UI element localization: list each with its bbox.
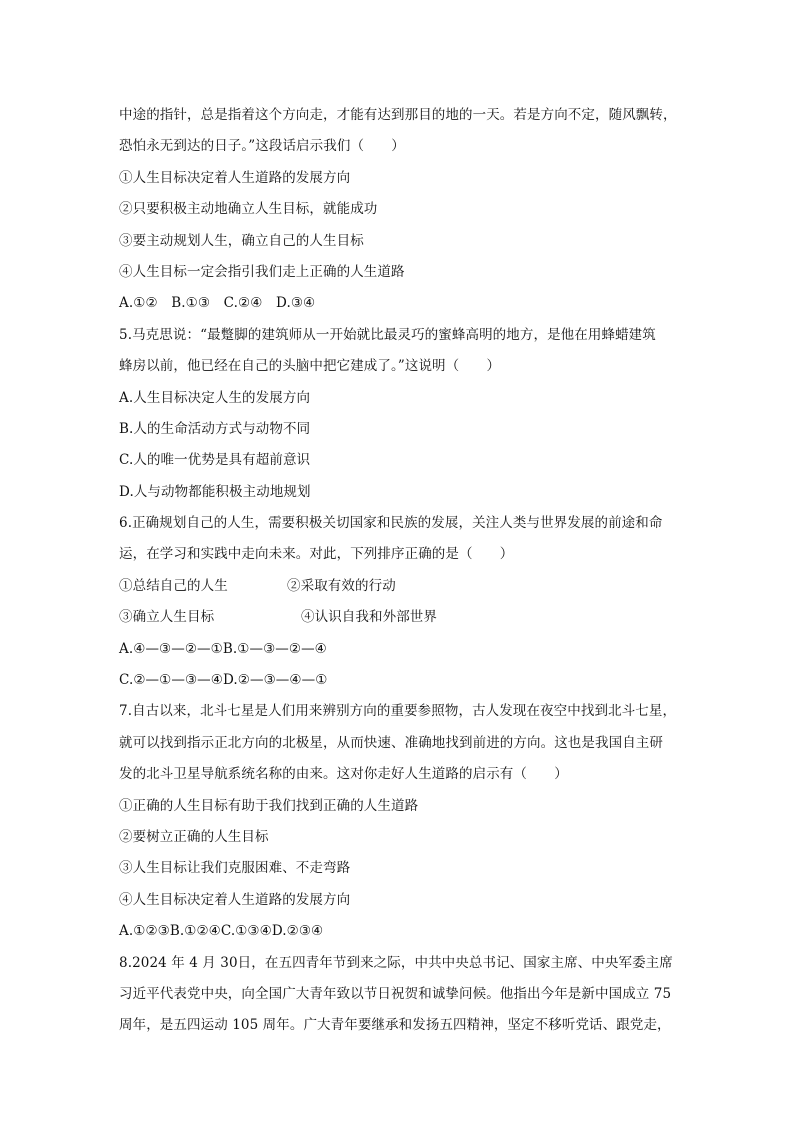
question-content <box>119 100 699 1042</box>
q7-option-1: ①正确的人生目标有助于我们找到正确的人生道路 <box>119 797 419 814</box>
q7-stem-line-1: 7.自古以来，北斗七星是人们用来辨别方向的重要参照物，古人发现在夜空中找到北斗七星， <box>119 703 677 720</box>
q5-stem-line-2: 蜂房以前，他已经在自己的头脑中把它建成了。”这说明（ ） <box>119 358 501 375</box>
q8-stem-line-2: 习近平代表党中央，向全国广大青年致以节日祝贺和诚挚问候。他指出今年是新中国成立 75 <box>119 985 672 1002</box>
q6-answer-choices-1: A.④—③—②—①B.①—③—②—④ <box>119 640 327 657</box>
q7-stem-line-2: 就可以找到指示正北方向的北极星，从而快速、准确地找到前进的方向。这也是我国自主研 <box>119 734 663 751</box>
q5-choice-b: B.人的生命活动方式与动物不同 <box>119 420 311 437</box>
q8-stem-line-1: 8.2024 年 4 月 30日，在五四青年节到来之际，中共中央总书记、国家主席、中央军委主席 <box>119 954 673 971</box>
q7-answer-choices: A.①②③B.①②④C.①③④D.②③④ <box>119 923 324 940</box>
q5-choice-d: D.人与动物都能积极主动地规划 <box>119 483 311 500</box>
q6-option-4: ④认识自我和外部世界 <box>301 609 437 626</box>
q6-option-1: ①总结自己的人生 <box>119 577 228 594</box>
q6-answer-choices-2: C.②—①—③—④D.②—③—④—① <box>119 672 328 689</box>
q4-option-2: ②只要积极主动地确立人生目标，就能成功 <box>119 201 378 218</box>
q6-stem-line-2: 运，在学习和实践中走向未来。对此，下列排序正确的是（ ） <box>119 546 514 563</box>
q4-option-1: ①人生目标决定着人生道路的发展方向 <box>119 169 351 186</box>
q7-option-2: ②要树立正确的人生目标 <box>119 828 269 845</box>
q7-option-4: ④人生目标决定着人生道路的发展方向 <box>119 891 351 908</box>
q6-options-row-1 <box>119 571 699 602</box>
q4-stem-line-1: 中途的指针，总是指着这个方向走，才能有达到那目的地的一天。若是方向不定，随风飘转， <box>119 107 677 123</box>
q4-answer-choices: A.①② B.①③ C.②④ D.③④ <box>119 295 316 312</box>
q4-option-3: ③要主动规划人生，确立自己的人生目标 <box>119 232 364 249</box>
q4-stem-line-2: 恐怕永无到达的日子。”这段话启示我们（ ） <box>119 138 405 155</box>
q5-choice-a: A.人生目标决定人生的发展方向 <box>119 389 311 406</box>
q5-stem-line-1: 5.马克思说：“最蹩脚的建筑师从一开始就比最灵巧的蜜蜂高明的地方，是他在用蜂蜡建筑 <box>119 326 656 343</box>
q6-stem-line-1: 6.正确规划自己的人生，需要积极关切国家和民族的发展，关注人类与世界发展的前途和命 <box>119 515 663 532</box>
q7-option-3: ③人生目标让我们克服困难、不走弯路 <box>119 860 351 877</box>
q8-stem-line-3: 周年，是五四运动 105 周年。广大青年要继承和发扬五四精神，坚定不移听党话、跟党走， <box>119 1017 671 1034</box>
q6-option-3: ③确立人生目标 <box>119 609 215 626</box>
q5-choice-c: C.人的唯一优势是具有超前意识 <box>119 452 311 469</box>
q6-options-row-2 <box>119 602 699 633</box>
q7-stem-line-3: 发的北斗卫星导航系统名称的由来。这对你走好人生道路的启示有（ ） <box>119 766 568 783</box>
q6-option-2: ②采取有效的行动 <box>287 577 396 594</box>
q4-option-4: ④人生目标一定会指引我们走上正确的人生道路 <box>119 263 405 280</box>
